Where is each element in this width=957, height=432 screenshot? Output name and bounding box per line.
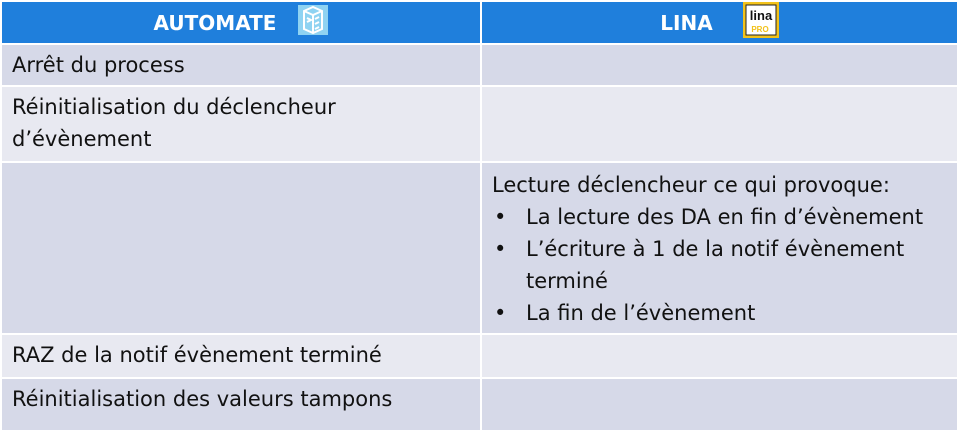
list-item: • La fin de l’évènement (492, 297, 947, 329)
right-cell (481, 378, 957, 431)
row-3-left (2, 163, 480, 171)
row-3-lead: Lecture déclencheur ce qui provoque: (492, 173, 890, 197)
right-cell (481, 334, 957, 378)
header-lina (481, 1, 957, 44)
left-cell (1, 44, 481, 86)
table-row (1, 334, 957, 378)
lina-logo-sub: PRO (751, 25, 769, 34)
table-row (1, 44, 957, 86)
bullet-list (492, 201, 947, 329)
header-automate-title: AUTOMATE (153, 10, 277, 35)
row-5-right (482, 379, 957, 387)
left-cell (1, 86, 481, 162)
row-2-right (482, 87, 957, 95)
table-row (1, 378, 957, 431)
lina-pro-logo (743, 2, 779, 43)
row-1-right (482, 45, 957, 53)
table-row (1, 162, 957, 334)
left-cell (1, 162, 481, 334)
right-cell (481, 162, 957, 334)
header-automate (1, 1, 481, 44)
list-item: • L’écriture à 1 de la notif évènement terminé (492, 233, 947, 297)
list-item: • La lecture des DA en fin d’évènement (492, 201, 947, 233)
row-4-left: RAZ de la notif évènement terminé (12, 343, 382, 367)
cube-network-icon (298, 5, 328, 40)
header-row (1, 1, 957, 44)
lina-logo-text: lina (749, 8, 772, 23)
row-4-right (482, 335, 957, 343)
row-5-left: Réinitialisation des valeurs tampons (12, 387, 393, 411)
right-cell (481, 44, 957, 86)
row-1-left: Arrêt du process (12, 53, 185, 77)
right-cell (481, 86, 957, 162)
header-lina-title: LINA (660, 10, 713, 35)
left-cell (1, 378, 481, 431)
table-row (1, 86, 957, 162)
row-2-left: Réinitialisation du déclencheur d’évènement (12, 95, 336, 151)
left-cell (1, 334, 481, 378)
